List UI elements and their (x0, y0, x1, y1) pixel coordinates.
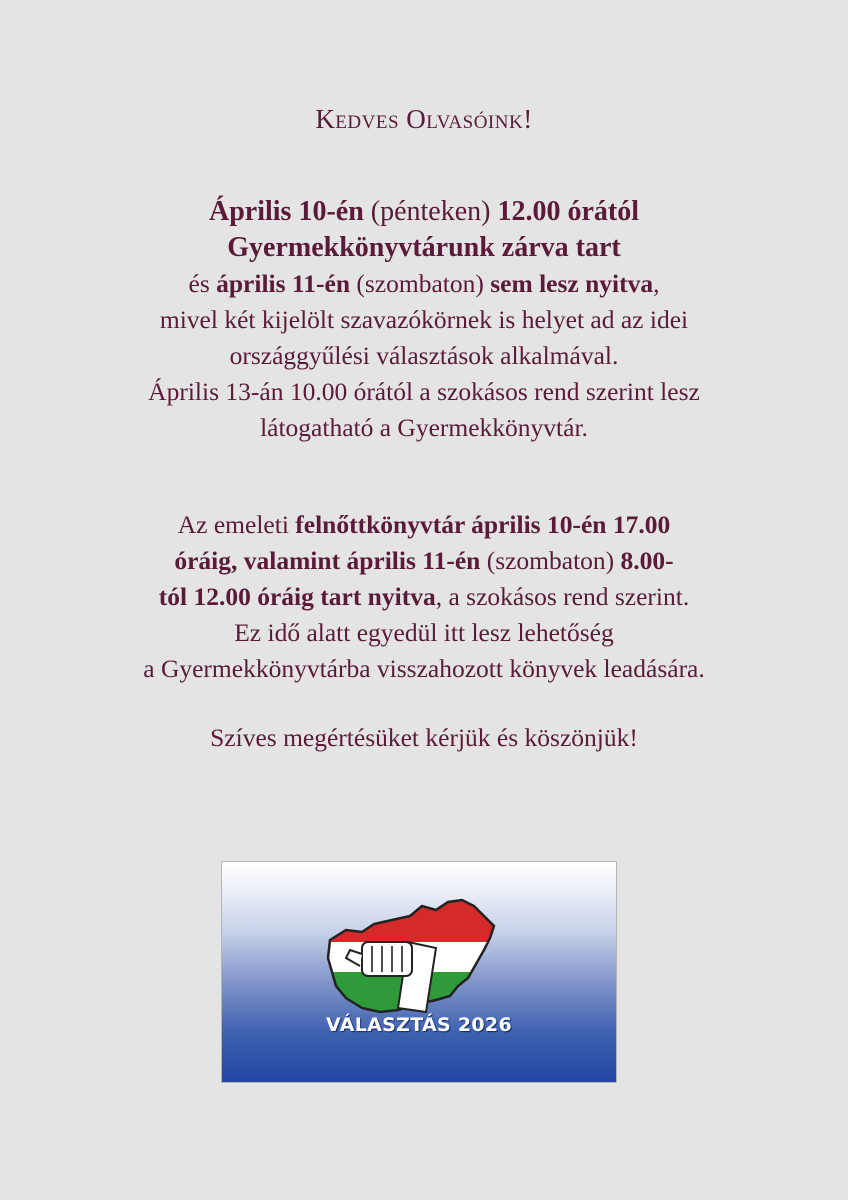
closure-line-1: Április 10-én (pénteken) 12.00 órától (208, 196, 640, 227)
closure-paragraph (60, 194, 788, 446)
adult-line-1: Az emeleti felnőttkönyvtár április 10-én 17.00 (177, 510, 671, 539)
closure-line-2: Gyermekkönyvtárunk zárva tart (227, 232, 621, 263)
closing-line: Szíves megértésüket kérjük és köszönjük! (210, 723, 638, 752)
closure-line-4: mivel két kijelölt szavazókörnek is helyet ad az idei (159, 305, 689, 334)
closure-line-7: látogatható a Gyermekkönyvtár. (260, 413, 588, 442)
adult-line-5: a Gyermekkönyvtárba visszahozott könyvek leadására. (143, 654, 705, 683)
adult-library-paragraph (60, 507, 788, 687)
election-banner-label: VÁLASZTÁS 2026 (326, 1014, 512, 1036)
adult-line-3: tól 12.00 óráig tart nyitva, a szokásos rend szerint. (158, 582, 690, 611)
election-banner (221, 861, 617, 1083)
closure-line-5: országgyűlési választások alkalmával. (229, 341, 619, 370)
adult-line-2: óráig, valamint április 11-én (szombaton) 8.00- (174, 546, 674, 575)
closure-line-6: Április 13-án 10.00 órától a szokásos rend szerint lesz (148, 377, 700, 406)
closure-line-3: és április 11-én (szombaton) sem lesz nyitva, (188, 269, 660, 298)
hungary-map-ballot-icon (222, 862, 616, 1082)
notice-heading: Kedves Olvasóink! (315, 104, 533, 134)
adult-line-4: Ez idő alatt egyedül itt lesz lehetőség (234, 618, 614, 647)
